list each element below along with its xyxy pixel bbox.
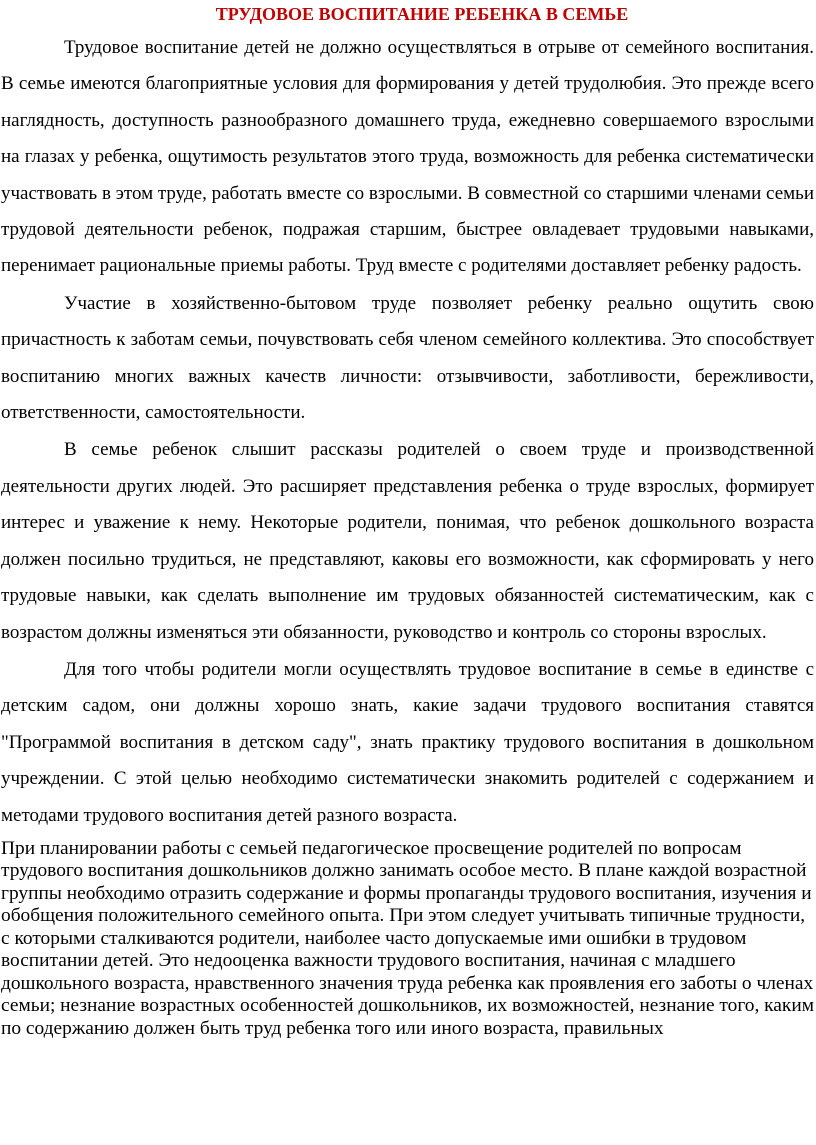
paragraph-2: Участие в хозяйственно-бытовом труде позволяет ребенку реально ощутить свою причастность к заботам семьи, почувствовать себя членом семейного коллектива. Это способствует воспитанию многих важных качеств личности: отзывчивости, заботливости, бережливости, ответственности, самостоятельности. <box>1 292 814 424</box>
paragraph-4: Для того чтобы родители могли осуществлять трудовое воспитание в семье в единстве с детским садом, они должны хорошо знать, какие задачи трудового воспитания ставятся "Программой воспитания в детском саду", знать практику трудового воспитания в дошкольном учреждении. С этой целью необходимо систематически знакомить родителей с содержанием и методами трудового воспитания детей разного возраста. <box>1 658 814 826</box>
paragraph-3: В семье ребенок слышит рассказы родителей о своем труде и производственной деятельности других людей. Это расширяет представления ребенка о труде взрослых, формирует интерес и уважение к нему. Некоторые родители, понимая, что ребенок дошкольного возраста должен посильно трудиться, не представляют, каковы его возможности, как сформировать у него трудовые навыки, как сделать выполнение им трудовых обязанностей систематическим, как с возрастом должны изменяться эти обязанности, руководство и контроль со стороны взрослых. <box>1 439 814 643</box>
document-title: ТРУДОВОЕ ВОСПИТАНИЕ РЕБЕНКА В СЕМЬЕ <box>215 4 629 24</box>
paragraph-5: При планировании работы с семьей педагогическое просвещение родителей по вопросам трудового воспитания дошкольников должно занимать особое место. В плане каждой возрастной группы необходимо отразить содержание и формы пропаганды трудового воспитания, изучения и обобщения положительного семейного опыта. При этом следует учитывать типичные трудности, с которыми сталкиваются родители, наиболее часто допускаемые ими ошибки в трудовом воспитании детей. Это недооценка важности трудового воспитания, начиная с младшего дошкольного возраста, нравственного значения труда ребенка как проявления его заботы о членах семьи; незнание возрастных особенностей дошкольников, их возможностей, незнание того, каким по содержанию должен быть труд ребенка того или иного возраста, правильных <box>1 837 814 1039</box>
paragraph-1: Трудовое воспитание детей не должно осуществляться в отрыве от семейного воспитания. В семье имеются благоприятные условия для формирования у детей трудолюбия. Это прежде всего наглядность, доступность разнообразного домашнего труда, ежедневно совершаемого взрослыми на глазах у ребенка, ощутимость результатов этого труда, возможность для ребенка систематически участвовать в этом труде, работать вместе со взрослыми. В совместной со старшими членами семьи трудовой деятельности ребенок, подражая старшим, быстрее овладевает трудовыми навыками, перенимает рациональные приемы работы. Труд вместе с родителями доставляет ребенку радость. <box>1 37 814 277</box>
